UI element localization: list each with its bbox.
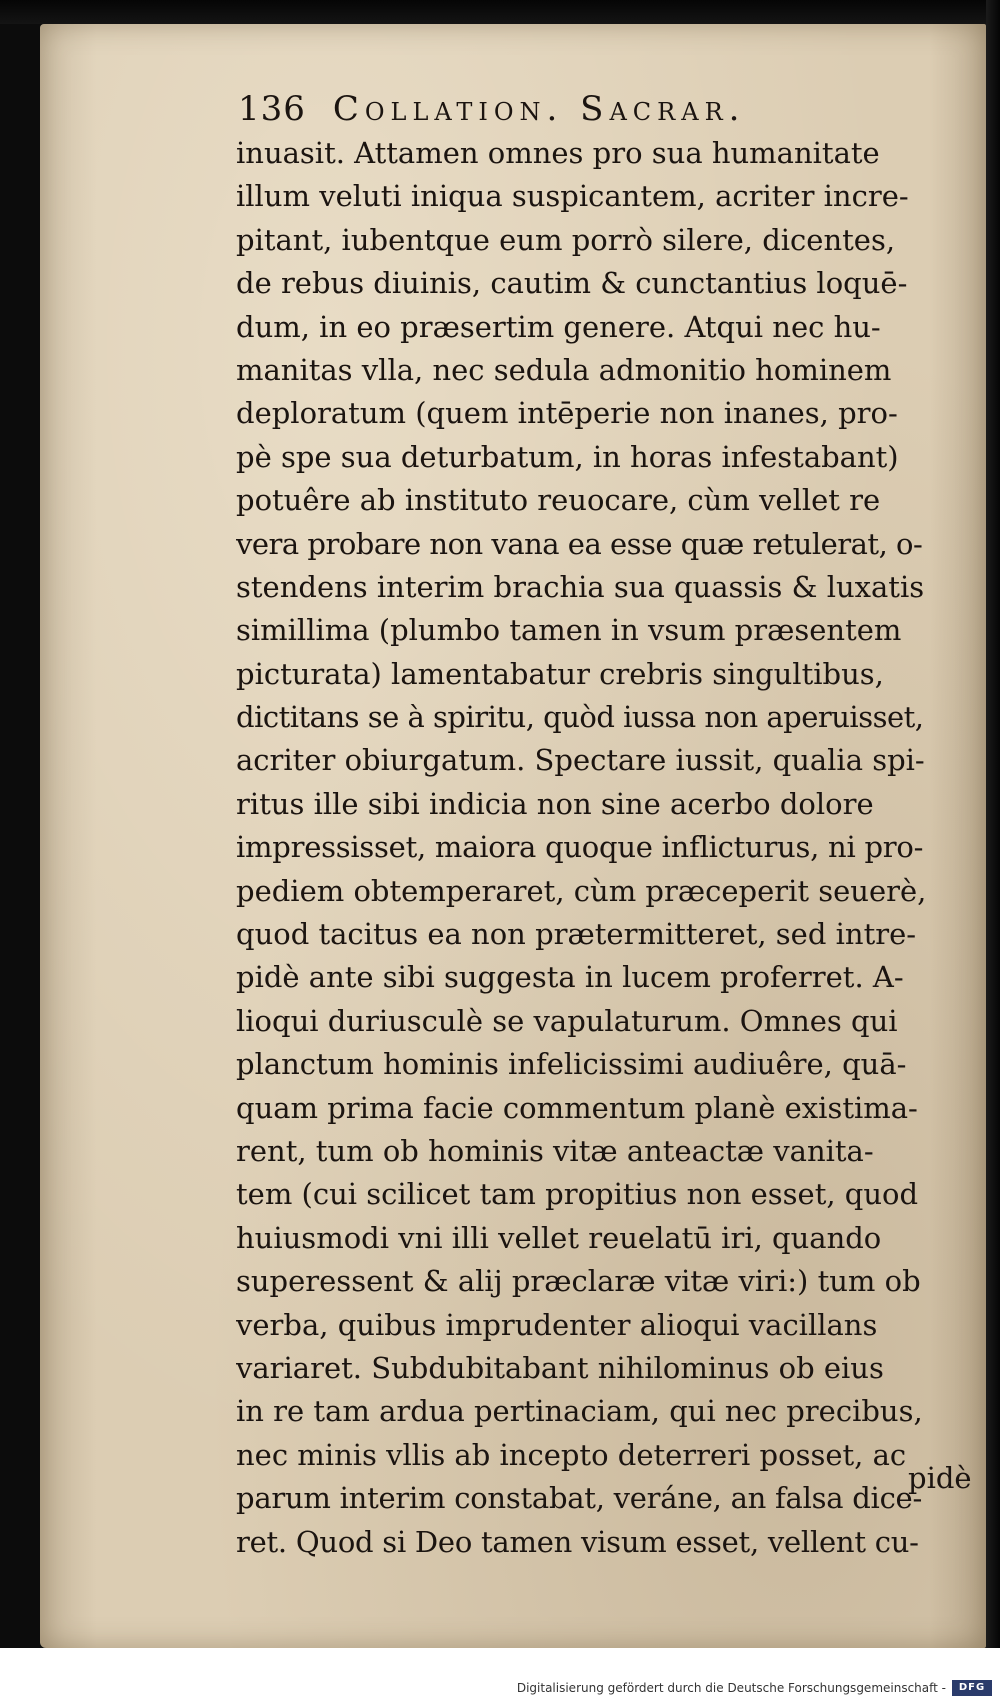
text-line: illum veluti iniqua suspicantem, acriter incre- (236, 179, 909, 214)
text-line: pitant, iubentque eum porrò silere, dicentes, (236, 222, 896, 257)
text-line: simillima (plumbo tamen in vsum præsentem (236, 613, 902, 648)
text-line: dum, in eo præsertim genere. Atqui nec hu- (236, 309, 881, 344)
text-line: dictitans se à spiritu, quòd iussa non aperuisset, (236, 700, 924, 735)
book-page (40, 24, 986, 1648)
text-line: huiusmodi vni illi vellet reuelatū iri, quando (236, 1220, 882, 1255)
page-number: 136 (238, 89, 306, 129)
scan-top-edge (0, 0, 1000, 24)
text-line: vera probare non vana ea esse quæ retulerat, o- (236, 526, 923, 561)
text-line: pidè ante sibi suggesta in lucem proferret. A- (236, 960, 904, 995)
catchword: pidè (908, 1461, 972, 1495)
running-head (238, 84, 918, 134)
text-line: manitas vlla, nec sedula admonitio hominem (236, 352, 892, 387)
text-line: variaret. Subdubitabant nihilominus ob eius (236, 1350, 884, 1385)
text-line: nec minis vllis ab incepto deterreri posset, ac (236, 1437, 907, 1472)
text-line: impressisset, maiora quoque inflicturus, ni pro- (236, 830, 924, 865)
text-line: tem (cui scilicet tam propitius non esset, quod (236, 1177, 919, 1212)
text-line: stendens interim brachia sua quassis & luxatis (236, 569, 925, 604)
text-line: potuêre ab instituto reuocare, cùm vellet re (236, 483, 881, 518)
text-line: picturata) lamentabatur crebris singultibus, (236, 656, 884, 691)
text-line: inuasit. Attamen omnes pro sua humanitate (236, 136, 880, 170)
text-line: ritus ille sibi indicia non sine acerbo dolore (236, 786, 874, 821)
text-line: planctum hominis infelicissimi audiuêre, quā- (236, 1047, 907, 1082)
body-text (236, 132, 926, 1564)
text-line: parum interim constabat, veráne, an falsa dice- (236, 1481, 923, 1516)
digitization-footer (0, 1648, 1000, 1698)
text-line: pediem obtemperaret, cùm præceperit seuerè, (236, 873, 926, 908)
text-line: superessent & alij præclaræ vitæ viri:) tum ob (236, 1264, 921, 1299)
text-line: rent, tum ob hominis vitæ anteactæ vanita- (236, 1133, 874, 1168)
text-line: lioqui duriusculè se vapulaturum. Omnes qui (236, 1003, 898, 1038)
scan-right-edge (986, 0, 1000, 1698)
text-line: pè spe sua deturbatum, in horas infestabant) (236, 439, 899, 474)
text-line: ret. Quod si Deo tamen visum esset, vellent cu- (236, 1524, 919, 1559)
text-line: quod tacitus ea non prætermitteret, sed intre- (236, 917, 917, 952)
text-line: deploratum (quem intēperie non inanes, pro- (236, 396, 898, 431)
running-title: Collation. Sacrar. (332, 89, 746, 129)
text-line: de rebus diuinis, cautim & cunctantius loquē- (236, 266, 908, 301)
dfg-logo: DFG (952, 1680, 992, 1696)
text-line: acriter obiurgatum. Spectare iussit, qualia spi- (236, 743, 925, 778)
dfg-credit-text: Digitalisierung gefördert durch die Deutsche Forschungsgemeinschaft - (516, 1681, 946, 1695)
text-line: verba, quibus imprudenter alioqui vacillans (236, 1307, 878, 1342)
text-line: in re tam ardua pertinaciam, qui nec precibus, (236, 1394, 923, 1429)
text-line: quam prima facie commentum planè existima- (236, 1090, 918, 1125)
